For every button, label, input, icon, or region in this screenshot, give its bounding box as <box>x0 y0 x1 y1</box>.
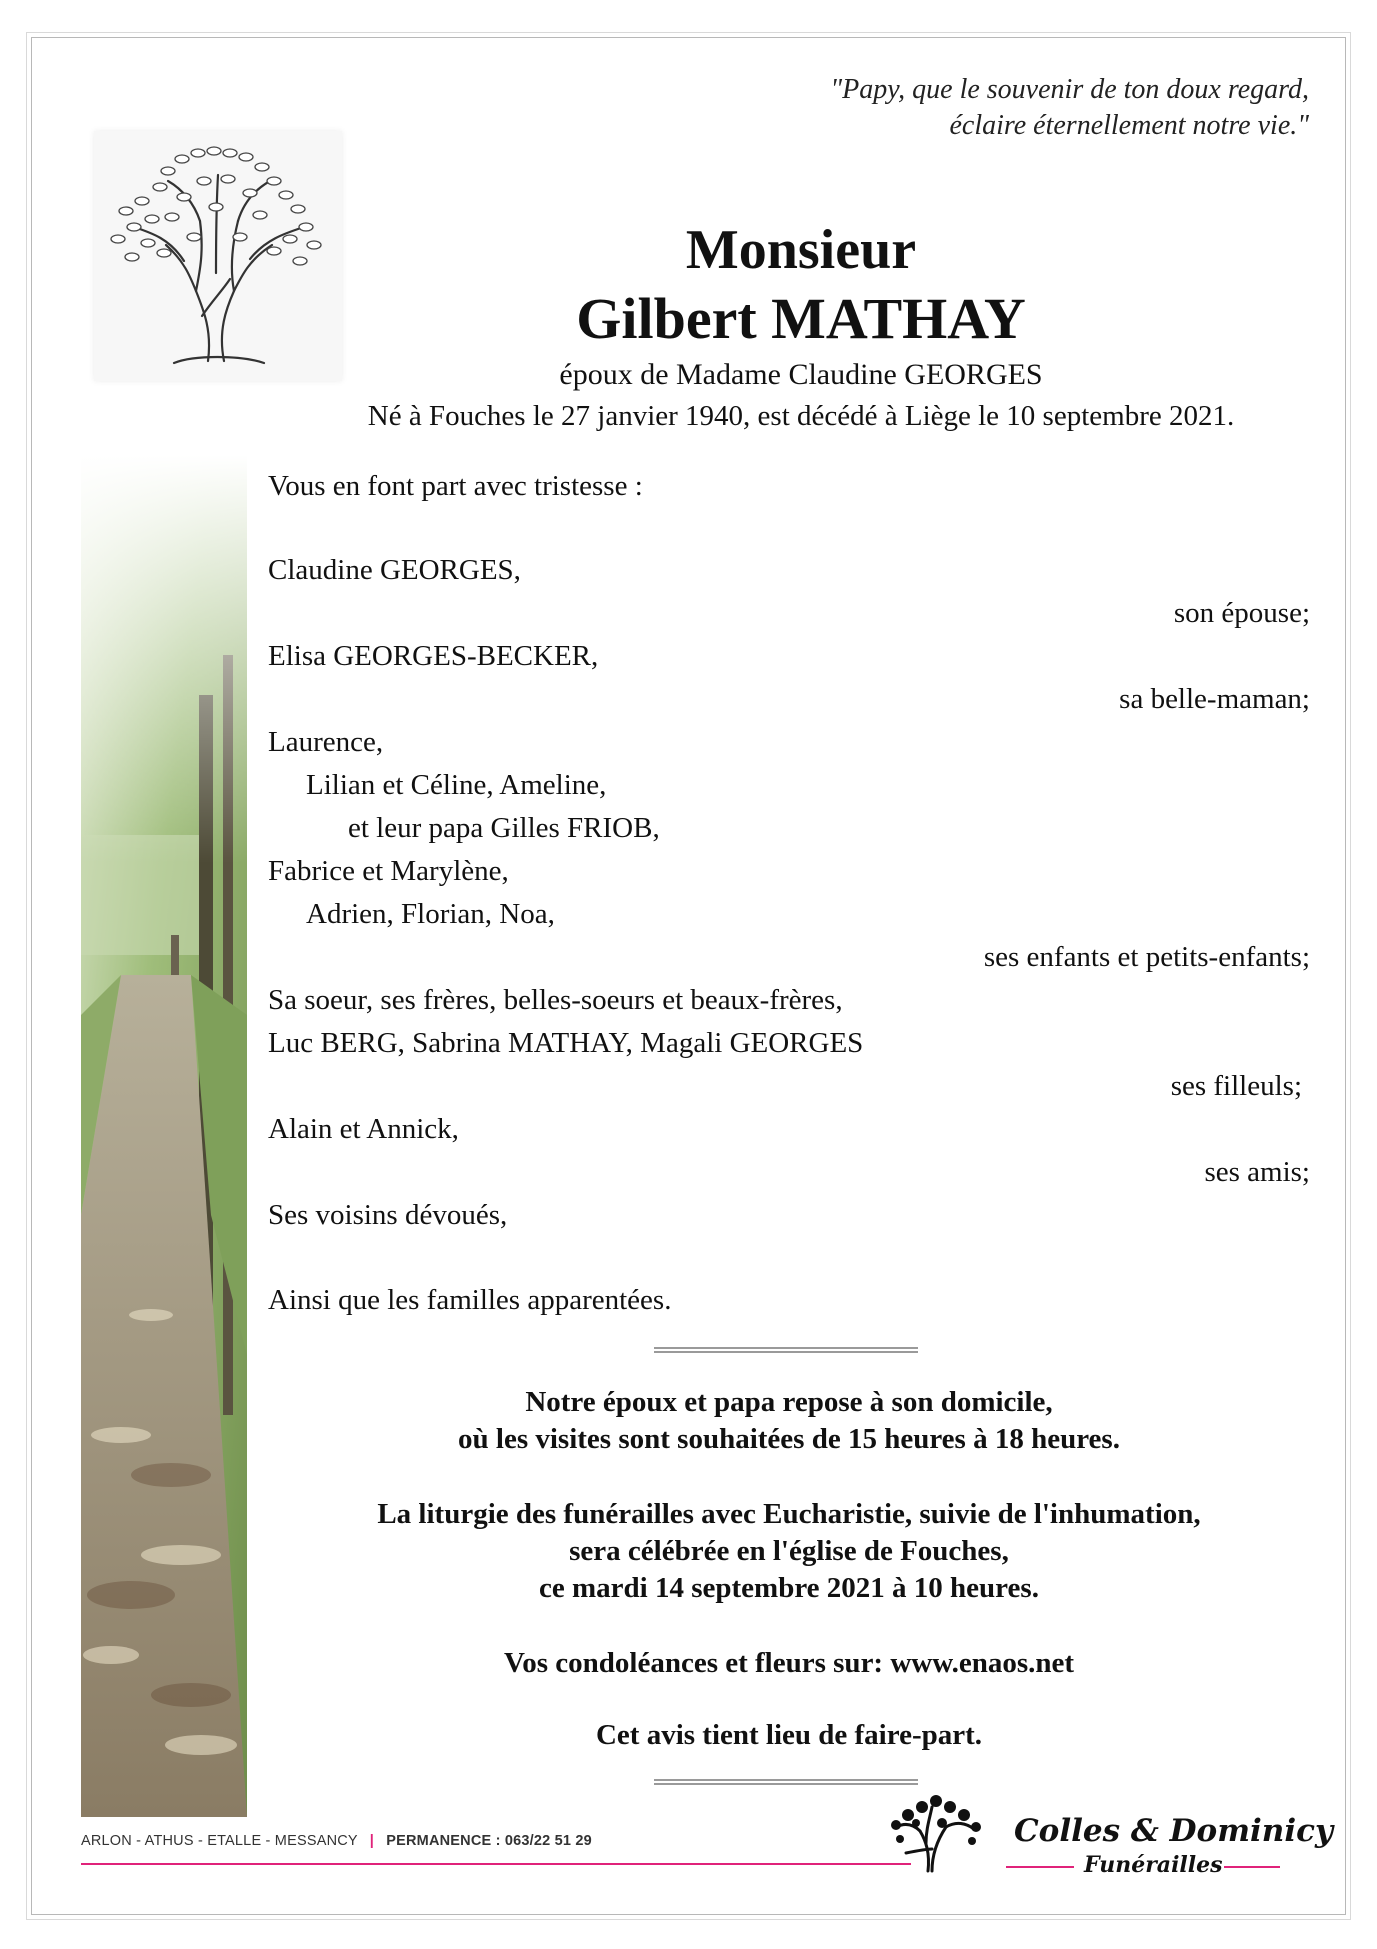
birth-death-line: Né à Fouches le 27 janvier 1940, est décédé à Liège le 10 septembre 2021. <box>367 400 1235 432</box>
relation-label: ses filleuls; <box>1170 1070 1302 1102</box>
visit-info <box>268 1384 1310 1458</box>
footer-locations: ARLON - ATHUS - ETALLE - MESSANCY <box>81 1833 358 1849</box>
deceased-name: Gilbert MATHAY <box>576 286 1026 351</box>
honorific: Monsieur <box>685 219 917 281</box>
list-item: Fabrice et Marylène, <box>268 855 509 887</box>
condolences-line: Vos condoléances et fleurs sur: www.enaos.net <box>503 1647 1075 1679</box>
brand-name: Colles & Dominicy <box>1014 1813 1333 1849</box>
visit-line-1: Notre époux et papa repose à son domicile, <box>525 1386 1053 1418</box>
list-item: Alain et Annick, <box>268 1113 459 1145</box>
list-item: Laurence, <box>268 726 384 758</box>
brand-accent-line-left <box>1006 1866 1074 1868</box>
quote-line-2: éclaire éternellement notre vie." <box>949 110 1309 141</box>
brand-tree-icon <box>886 1793 986 1873</box>
family-intro: Vous en font part avec tristesse : <box>268 470 643 502</box>
funeral-line-1: La liturgie des funérailles avec Eucharistie, suivie de l'inhumation, <box>377 1498 1201 1530</box>
relation-label: sa belle-maman; <box>1119 683 1310 715</box>
list-item: et leur papa Gilles FRIOB, <box>348 812 660 844</box>
funeral-line-2: sera célébrée en l'église de Fouches, <box>569 1535 1009 1567</box>
relation-label: ses amis; <box>1204 1156 1310 1188</box>
relation-label: ses enfants et petits-enfants; <box>983 941 1310 973</box>
forest-image <box>81 455 247 1817</box>
spouse-line: époux de Madame Claudine GEORGES <box>559 358 1043 391</box>
footer-contact <box>81 1833 592 1849</box>
divider <box>654 1347 918 1353</box>
brand-accent-line-right <box>1224 1866 1280 1868</box>
list-item: Luc BERG, Sabrina MATHAY, Magali GEORGES <box>268 1027 864 1059</box>
footer-accent-line <box>81 1863 911 1865</box>
quote-line-1: "Papy, que le souvenir de ton doux regard, <box>830 74 1309 105</box>
visit-line-2: où les visites sont souhaitées de 15 heures à 18 heures. <box>458 1423 1120 1455</box>
list-item: Lilian et Céline, Ameline, <box>306 769 607 801</box>
forest-path-photo <box>81 455 247 1817</box>
divider <box>654 1779 918 1785</box>
brand-subtitle: Funérailles <box>1084 1852 1223 1878</box>
list-item: Ainsi que les familles apparentées. <box>268 1284 672 1316</box>
notice-line: Cet avis tient lieu de faire-part. <box>595 1719 983 1751</box>
epigraph-quote <box>830 72 1309 144</box>
footer-separator: | <box>369 1833 375 1849</box>
footer-permanence: PERMANENCE : 063/22 51 29 <box>386 1833 592 1849</box>
funeral-info <box>268 1496 1310 1607</box>
funeral-line-3: ce mardi 14 septembre 2021 à 10 heures. <box>539 1572 1039 1604</box>
relation-label: son épouse; <box>1173 597 1310 629</box>
list-item: Sa soeur, ses frères, belles-soeurs et beaux-frères, <box>268 984 843 1016</box>
list-item: Elisa GEORGES-BECKER, <box>268 640 599 672</box>
list-item: Ses voisins dévoués, <box>268 1199 508 1231</box>
list-item: Adrien, Florian, Noa, <box>306 898 555 930</box>
list-item: Claudine GEORGES, <box>268 554 521 586</box>
